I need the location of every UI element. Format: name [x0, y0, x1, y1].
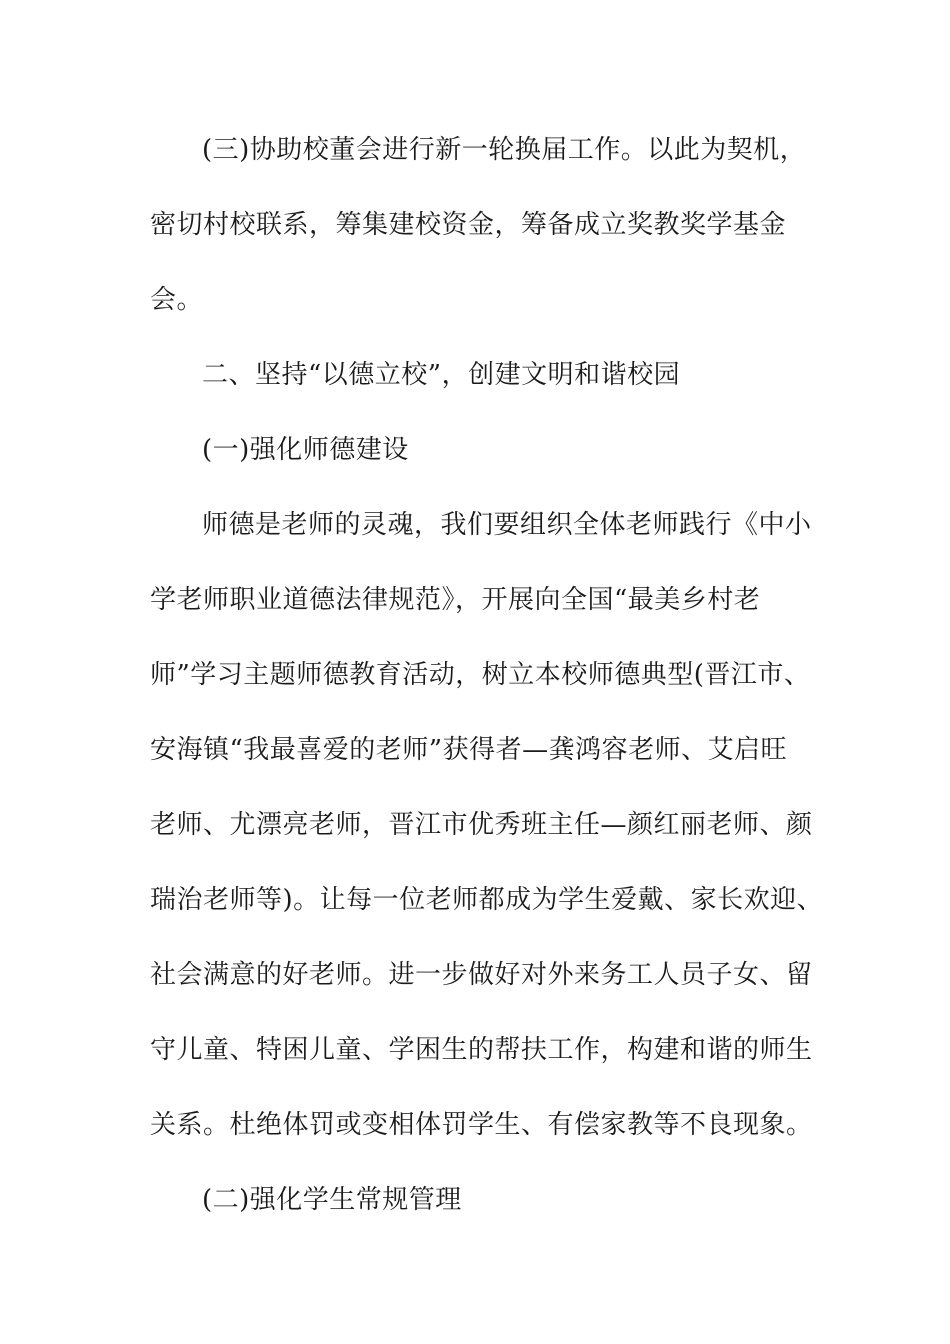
- paragraph-line: (三)协助校董会进行新一轮换届工作。以此为契机，: [202, 135, 807, 165]
- subsection-heading: (一)强化师德建设: [202, 435, 409, 465]
- paragraph-line: 关系。杜绝体罚或变相体罚学生、有偿家教等不良现象。: [150, 1110, 813, 1140]
- paragraph-line: 瑞治老师等)。让每一位老师都成为学生爱戴、家长欢迎、: [150, 885, 824, 915]
- paragraph-line: 师德是老师的灵魂，我们要组织全体老师践行《中小: [202, 510, 812, 540]
- paragraph-line: 师”学习主题师德教育活动，树立本校师德典型(晋江市、: [150, 660, 811, 690]
- paragraph-line: 社会满意的好老师。进一步做好对外来务工人员子女、留: [150, 960, 813, 990]
- paragraph-line: 老师、尤漂亮老师，晋江市优秀班主任—颜红丽老师、颜: [150, 810, 813, 840]
- paragraph-line: 守儿童、特困儿童、学困生的帮扶工作，构建和谐的师生: [150, 1035, 813, 1065]
- paragraph-line: 安海镇“我最喜爱的老师”获得者—龚鸿容老师、艾启旺: [150, 735, 788, 765]
- paragraph-line: 密切村校联系，筹集建校资金，筹备成立奖教奖学基金: [150, 210, 787, 240]
- section-heading: 二、坚持“以德立校”，创建文明和谐校园: [202, 360, 681, 390]
- subsection-heading: (二)强化学生常规管理: [202, 1185, 462, 1215]
- paragraph-line: 学老师职业道德法律规范》，开展向全国“最美乡村老: [150, 585, 761, 615]
- paragraph-line: 会。: [150, 285, 204, 315]
